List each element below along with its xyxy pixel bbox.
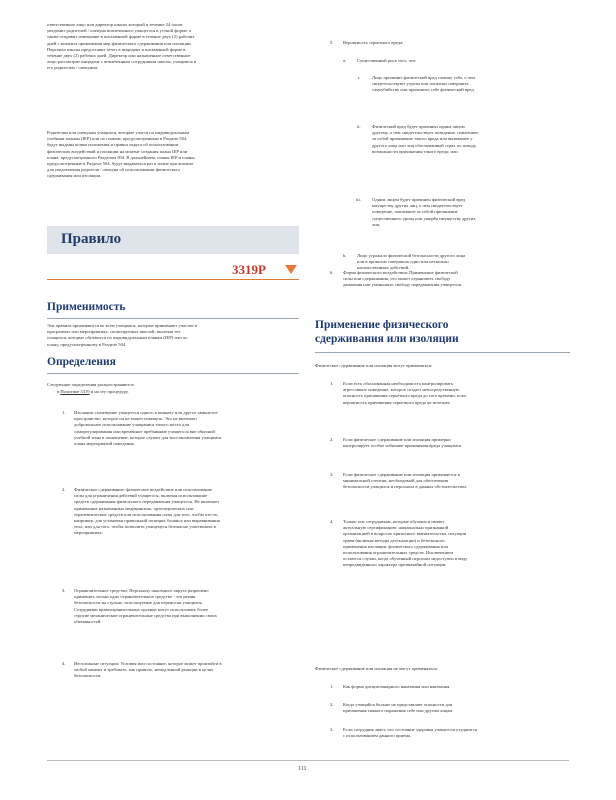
roman-number: i. xyxy=(358,75,361,80)
roman-number: ii. xyxy=(357,124,361,129)
list-number: 1. xyxy=(330,684,334,689)
roman-number: iii. xyxy=(356,197,361,202)
definitions-intro-suffix: и на эту процедуру. xyxy=(90,389,129,394)
footer-divider xyxy=(47,760,569,761)
not-used-intro: Физическое сдерживание или изоляция не могут применяться: xyxy=(315,666,438,671)
application-intro: Физическое сдерживание или изоляция могут применяться: xyxy=(315,363,433,368)
definitions-intro-prefix: в xyxy=(57,389,60,394)
list-text: Вероятность серьезного вреда: xyxy=(343,40,404,45)
roman-text: Физический вред будет причинен одним лицом другому, о чем свидетельствует поведение, повлекшее за собой причинение такого вреда или вызвавшее у другого лица или лиц обоснованный страх по поводу возможности причинения такого вреда; или xyxy=(372,124,479,154)
list-letter: b. xyxy=(343,253,347,258)
list-text: Как форма дисциплинарного наказания или наказания xyxy=(343,684,450,689)
list-number: 4. xyxy=(330,519,334,524)
list-text: Если есть обоснованная необходимость контролировать агрессивное поведение, которое создает непосредственную опасность причинения серьезного вреда до того времени, пока вероятность причинения серьезного вреда не исчезнет. xyxy=(343,381,466,405)
intro-paragraph-2: Родителям или опекунам учащихся, которые учатся по индивидуальным учебным планам (IEP) или по планам, предусмотренным в Разделе 504, будут выданы копии положения и правил округа об использовании физических воздействий и изоляции на момент создания плана IEP или плана, предусмотренного Разделом 504. В дальнейшем, планы IEP и планы, предусмотренные в Разделе 504, будут выдаваться раз в плане при анализе для уведомления родителя / опекуна об использовании физического сдерживания или изоляции. xyxy=(47,130,196,179)
application-divider xyxy=(315,352,570,353)
definition-text: Физическое сдерживание: физическое воздействие или использование силы для ограничения действий учащегося, включая использование средств сдерживания физического передвижения учащегося. Не включает применение назначенных медицинских, ортопедических или терапевтических средств или использования силы для того, чтобы что-то, например, для установки правильной позиции, баланса или выравнивания тела, или для того, чтобы позволить учащемуся безопасно участвовать в мероприятиях. xyxy=(74,487,220,536)
list-number: 5. xyxy=(330,40,334,45)
rule-banner xyxy=(47,226,299,254)
list-text: Только тем сотрудникам, которые обучены и имеют актуальную сертификацию: национально признанной организацией в вопросах кризисного вмешательства, ситуации травм (включая методы деэскалации) и безопасного применения изоляции, физического сдерживания или использования ограничительных средств. Исключением остаются случаи, когда обученный персонал недоступен в виду непредвиденного характера чрезвычайной ситуации. xyxy=(343,519,468,568)
definition-text: Изоляция: помещение учащегося одного в комнату или другое замкнутое пространство, которое он не может покинуть. Это не включает добровольное использование учащимися тихого места для саморегулирования или временное пребывание учащегося вне обычной учебной зоны в помещение, которое служит для восстановления учащимся плана мероприятий поведения. xyxy=(74,410,222,447)
definitions-heading: Определения xyxy=(47,356,116,368)
definition-number: 2. xyxy=(62,487,66,492)
list-number: 2. xyxy=(330,437,334,442)
roman-text: Одним лицом будет причинен физический вред имуществу других лиц, о чем свидетельствует поведение, повлекшее за собой причинение существенного урона или ущерба имуществу других лиц. xyxy=(372,197,476,227)
list-number: 1. xyxy=(330,381,334,386)
rule-number: 3319Р xyxy=(232,262,266,277)
definitions-divider xyxy=(47,373,299,374)
list-letter: a. xyxy=(343,58,347,63)
applicability-text: Эти правила применяются ко всем учащимся, которые принимают участие в программах или мероприятиях, спонсируемых школой, включая тех учащихся, которые обучаются по индивидуальным планам (IEP) или по плану, предусмотренному в Разделе 504. xyxy=(47,323,197,347)
definitions-intro-2 xyxy=(57,389,197,395)
definition-text: Неотложные ситуации: Условия или состояние, которое может произойти в любой момент и требовать, как правило, немедленной реакции в целях безопасности. xyxy=(74,661,222,679)
list-text: Если сотрудник знает, что состояние здоровья учащегося ухудшится с использованием данного приема. xyxy=(343,727,477,739)
definition-number: 4. xyxy=(62,661,66,666)
applicability-heading: Применимость xyxy=(47,301,126,313)
banner-title: Правило xyxy=(61,231,122,247)
list-text: Существенный риск того, что: xyxy=(357,58,417,63)
list-text: Когда учащийся больше не представляет опасности для причинения тяжкого поражения себе или другим лицам. xyxy=(343,702,454,714)
applicability-divider xyxy=(47,318,299,319)
policy-3319-link[interactable]: Политике 3319 xyxy=(60,389,90,394)
list-number: 3. xyxy=(330,472,334,477)
page-number: 111 xyxy=(298,766,307,772)
list-number: 6. xyxy=(330,270,334,275)
definitions-intro-1: Следующие определения распространяются xyxy=(47,382,134,387)
roman-text: Лицо причинит физический вред самому себе, о чем свидетельствуют угрозы или попытки совершить самоубийство или причинить себе физический вред. xyxy=(372,75,476,93)
list-text: Если физическое сдерживание или изоляция примерно контролирует особое избиение причинения вреда учащимся. xyxy=(343,437,463,449)
list-text: Форма физического воздействия: Применение физической силы или сдерживания, что может ограничить свободу движения или уменьшить свободу передвижения учащегося. xyxy=(343,270,463,288)
list-number: 3. xyxy=(330,727,334,732)
intro-paragraph-1: ответственное лицо или директор школы который в течение 24 часов уведомит родителей / опекуна вовлеченного учащегося в устной форме, а также отправит извещение в письменной форме в течение двух (2) рабочих дней с момента применения мер физического сдерживания или изоляции. Персонал школы предоставит отчет в инцидент в письменной форме в течение двух (2) рабочих дней. Директор или назначенное ответственное лицо рассмотрит инцидент с вовлеченным сотрудником школы, учащимся и его родителем / опекуном. xyxy=(47,22,197,71)
triangle-marker-icon xyxy=(285,265,297,274)
list-number: 2. xyxy=(330,702,334,707)
application-heading: Применение физического сдерживания или изоляции xyxy=(315,319,459,345)
definition-text: Ограничительное средство: Персоналу школьного округа разрешено применять только одно ограничительное средство - это ремни безопасности на стульях, используемые для переноски учащихся. Сотрудники правоохранительных органов могут использовать более строгие механические ограничительные средства при выполнении своих обязанностей. xyxy=(74,588,217,625)
list-text: Лицо угрожало физической безопасности другого лица или в прошлом совершило одно или несколько насильственных действий. xyxy=(357,253,466,271)
rule-divider xyxy=(47,279,299,280)
definition-number: 3. xyxy=(62,588,66,593)
definition-number: 1. xyxy=(62,410,66,415)
list-text: Если физическое сдерживание или изоляция применяется в минимальной степени, необходимой для обеспечения безопасности учащихся и персонала в данных обстоятельствах. xyxy=(343,472,468,490)
